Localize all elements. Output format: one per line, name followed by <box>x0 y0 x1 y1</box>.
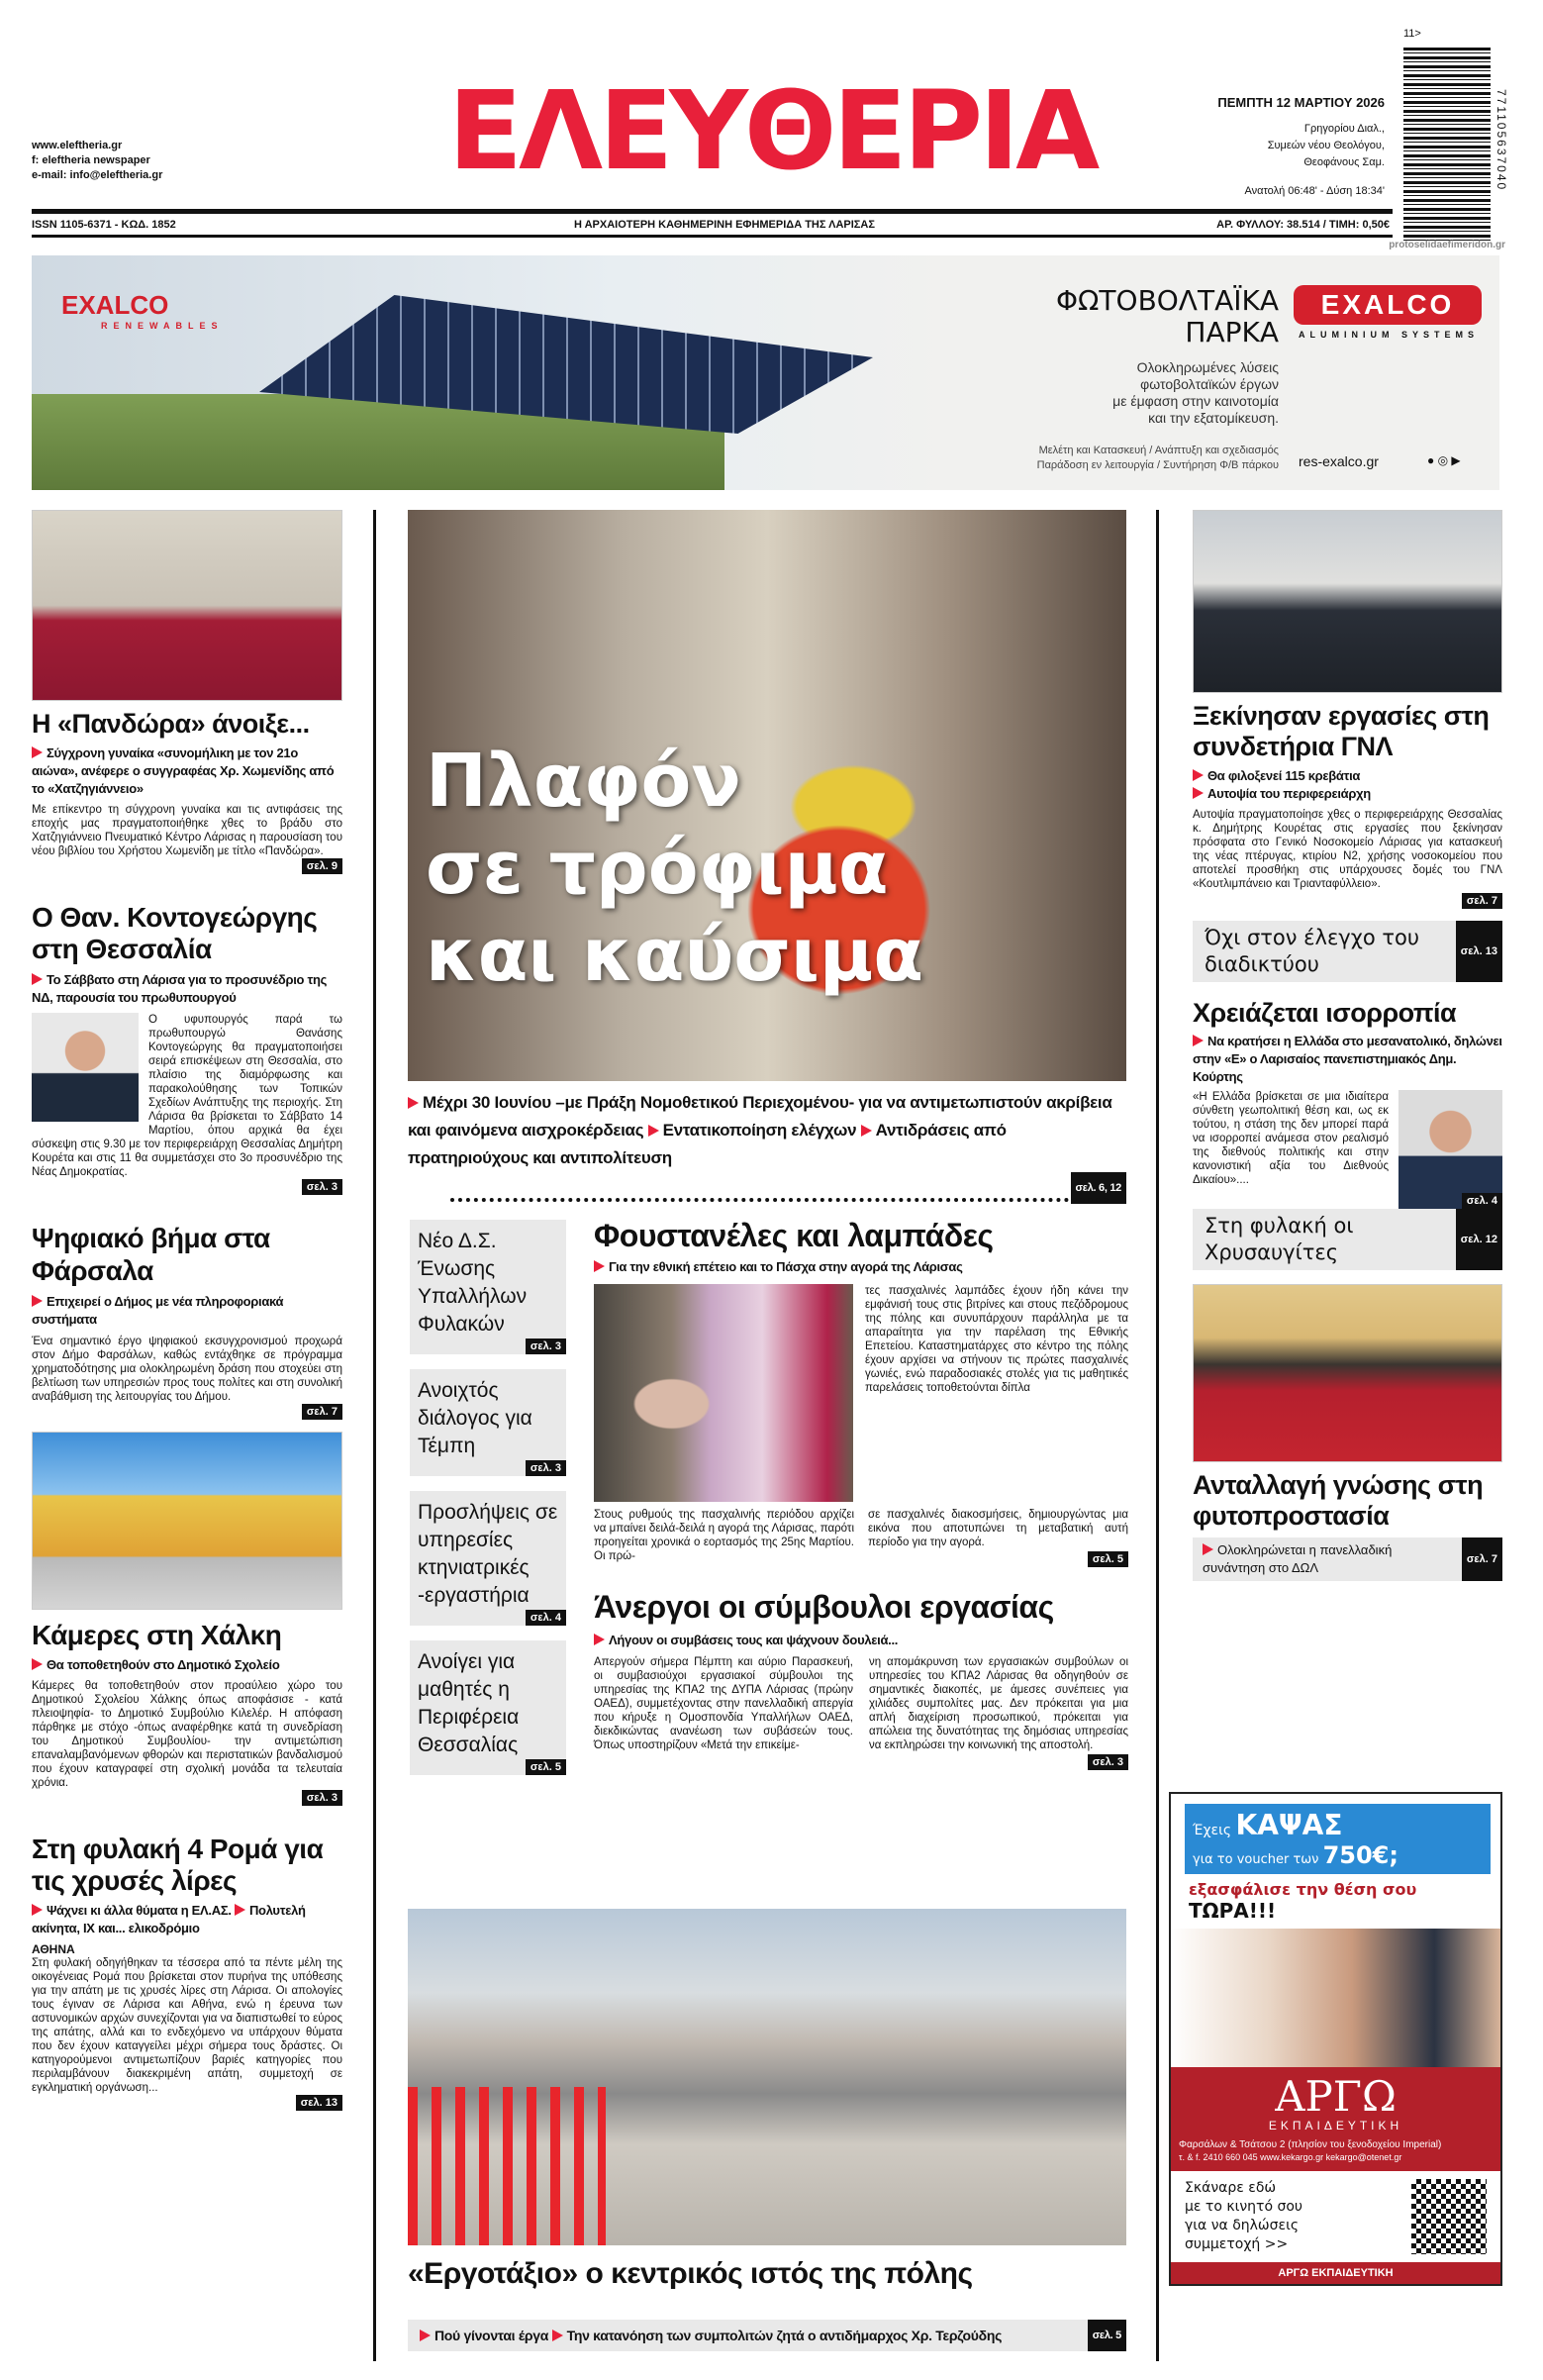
nameday-line: Γρηγορίου Διαλ., <box>1303 123 1385 135</box>
subheadline: Λήγουν οι συμβάσεις τους και ψάχνουν δουλειά... <box>594 1632 1128 1649</box>
bullet-triangle-icon <box>594 1260 605 1272</box>
subheadline: Το Σάββατο στη Λάρισα για το προσυνέδριο της ΝΔ, παρουσία του πρωθυπουργού <box>32 972 328 1006</box>
subheadline: Θα τοποθετηθούν στο Δημοτικό Σχολείο <box>32 1656 342 1674</box>
issue-number-price: ΑΡ. ΦΥΛΛΟΥ: 38.514 / ΤΙΜΗ: 0,50€ <box>1216 219 1390 231</box>
ad-banner: Έχεις ΚΑΨΑΣ για το voucher των 750€; <box>1185 1804 1491 1874</box>
bullet-triangle-icon <box>408 1097 419 1109</box>
bullet-triangle-icon <box>1193 1035 1204 1046</box>
exalco-logo: EXALCO <box>1294 285 1482 325</box>
right-column <box>1193 510 1502 1581</box>
hospital-visit-photo <box>1193 510 1502 693</box>
page-ref: σελ. 3 <box>526 1339 566 1354</box>
headline[interactable]: Ανταλλαγή γνώσης στη φυτοπροστασία <box>1193 1470 1484 1532</box>
bullet-triangle-icon <box>32 1295 43 1307</box>
brief-box[interactable]: Ανοιχτός διάλογος για Τέμπη σελ. 3 <box>410 1369 566 1476</box>
subheadline: Θα φιλοξενεί 115 κρεβάτια <box>1193 767 1502 785</box>
nameday-line: Συμεών νέου Θεολόγου, <box>1267 140 1385 151</box>
rule <box>32 209 1393 214</box>
kourtis-photo <box>1398 1090 1502 1209</box>
exalco-renewables-logo: EXALCO RENEWABLES <box>61 290 224 331</box>
dateline: ΑΘΗΝΑ <box>32 1942 75 1957</box>
pandora-event-photo <box>32 510 342 701</box>
subheadline: Για την εθνική επέτειο και το Πάσχα στην αγορά της Λάρισας <box>594 1258 1128 1276</box>
nameday-line: Θεοφάνους Σαμ. <box>1303 156 1385 168</box>
page-ref: σελ. 7 <box>302 1404 342 1420</box>
subheadline: Σύγχρονη γυναίκα «συνομήλικη με τον 21ο αιώνα», ανέφερε ο συγγραφέας Χρ. Χωμενίδης από το «Χατζηγιάννειο» <box>32 745 335 797</box>
bullet-triangle-icon <box>552 2330 563 2341</box>
ad-description: Ολοκληρωμένες λύσεις φωτοβολταϊκών έργων με έμφαση στην καινοτομία και την εξατομίκευση. <box>1112 359 1279 426</box>
bullet-triangle-icon <box>32 973 43 985</box>
center-articles <box>594 1218 1128 1770</box>
supermarket-photo <box>408 510 1126 1081</box>
headline[interactable]: Στη φυλακή 4 Ρομά για τις χρυσές λίρες <box>32 1833 324 1897</box>
column-divider <box>373 510 376 2361</box>
page-ref: σελ. 7 <box>1462 893 1502 909</box>
qr-code-icon[interactable] <box>1411 2179 1487 2254</box>
article-body: Κάμερες θα τοποθετηθούν στον προαύλειο χώρο του Δημοτικού Σχολείου Χάλκης όπως αποφάσισε - κατά πλειοψηφία- το Δημοτικό Συμβούλιο Κιλελέρ. Η απόφαση πάρθηκε με στόχο -όπως αναφέρθηκε κατά τη συνεδρίαση του Δημοτικού Συμβουλίου- την αντιμετώπιση επαναλαμβανόμενων φθορών και περιστατικών βανδαλισμού που έχουν καταγραφεί στη σχολική μονάδα τα τελευταία χρόνια. <box>32 1679 342 1789</box>
barcode-number: 771105637040 <box>1495 89 1508 192</box>
bullet-triangle-icon <box>32 746 43 758</box>
article-antallagi[interactable] <box>1193 1470 1502 1581</box>
subheadline: Ψάχνει κι άλλα θύματα η ΕΛ.ΑΣ. Πολυτελή ακίνητα, ΙΧ και... ελικοδρόμιο <box>32 1903 306 1936</box>
brief-box[interactable]: Ανοίγει για μαθητές η Περιφέρεια Θεσσαλίας σελ. 5 <box>410 1640 566 1775</box>
barcode-top: 11> <box>1403 28 1421 40</box>
kontogeorgis-photo <box>32 1013 139 1122</box>
argo-logo: ΑΡΓΩ <box>1275 2072 1397 2121</box>
issue-date: ΠΕΜΠΤΗ 12 ΜΑΡΤΙΟΥ 2026 <box>1217 95 1385 110</box>
sun-times: Ανατολή 06:48' - Δύση 18:34' <box>1244 185 1385 197</box>
article-body: Απεργούν σήμερα Πέμπτη και αύριο Παρασκευή, οι συμβασιούχοι εργασιακοί σύμβουλοι της υπηρεσίας της ΚΠΑ2 της ΔΥΠΑ Λάρισας (πρώην ΟΑΕΔ), συμμετέχοντας στην πανελλαδική απεργία που κήρυξε η Ομοσπονδία Υπαλλήλων ΟΑΕΔ, διεκδικώντας ανανέωση των συβάσεών τους. Όπως υποστηρίζουν «Μετά την επικείμε- <box>594 1655 853 1751</box>
article-chalki[interactable] <box>32 1619 342 1804</box>
page-ref: σελ. 4 <box>526 1610 566 1626</box>
headline[interactable]: Άνεργοι οι σύμβουλοι εργασίας <box>594 1588 1054 1625</box>
article-ergotaxio-headline[interactable]: «Εργοτάξιο» ο κεντρικός ιστός της πόλης <box>408 2257 973 2290</box>
ad-contact: τ. & f. 2410 660 045 www.kekargo.gr kekargo@otenet.gr <box>1179 2152 1402 2162</box>
website-link[interactable]: www.eleftheria.gr <box>32 140 123 151</box>
exalco-ad[interactable] <box>32 255 1499 490</box>
page-ref: σελ. 5 <box>1088 2320 1126 2351</box>
page-ref: σελ. 3 <box>1088 1754 1128 1770</box>
bullet-triangle-icon <box>32 1904 43 1916</box>
article-body: Αυτοψία πραγματοποίησε χθες ο περιφερειάρχης Θεσσαλίας κ. Δημήτρης Κουρέτας στις εργασίες που ξεκίνησαν πρόσφατα στο Γενικό Νοσοκομείο Λάρισας για κατασκευή της νέας πτέρυγας, κτιρίου Ν2, χρήσης νοσοκομείου που αποτελεί προσθήκη στις υπάρχουσες δομές του ΓΝΛ «Κουτλιμπάνειο και Τριανταφύλλειο». <box>1193 809 1502 891</box>
headline[interactable]: Η «Πανδώρα» άνοιξε... <box>32 709 310 739</box>
masthead-contacts <box>32 139 162 183</box>
page-ref: σελ. 13 <box>296 2095 342 2111</box>
ad-footer: ΑΡΓΩ ΕΚΠΑΙΔΕΥΤΙΚΗ <box>1171 2262 1500 2284</box>
argo-brand-block: ΑΡΓΩ ΕΚΠΑΙΔΕΥΤΙΚΗ Φαρσάλων & Τσάτσου 2 (πλησίον του ξενοδοχείου Imperial) τ. & f. 2410 660 045 www.kekargo.gr kekargo@otenet.gr <box>1171 2067 1500 2171</box>
headline[interactable]: Ξεκίνησαν εργασίες στη συνδετήρια ΓΝΛ <box>1193 701 1490 762</box>
article-kontogeorgis[interactable] <box>32 874 342 1194</box>
bullet-triangle-icon <box>594 1634 605 1645</box>
ad-address: Φαρσάλων & Τσάτσου 2 (πλησίον του ξενοδοχείου Imperial) <box>1179 2139 1442 2150</box>
scan-text: Σκάναρε εδώ με το κινητό σου για να δηλώσεις συμμετοχή >> <box>1185 2180 1303 2252</box>
headline[interactable]: Ψηφιακό βήμα στα Φάρσαλα <box>32 1223 270 1286</box>
left-column <box>32 510 342 2111</box>
ad-title: ΦΩΤΟΒΟΛΤΑΪΚΑ ΠΑΡΚΑ <box>1055 284 1279 348</box>
article-roma[interactable] <box>32 1806 342 2110</box>
page-ref: σελ. 9 <box>302 858 342 874</box>
bullet-triangle-icon <box>1193 769 1204 781</box>
subheadline: Επιχειρεί ο Δήμος με νέα πληροφοριακά συστήματα <box>32 1293 284 1327</box>
headline[interactable]: Φουστανέλες και λαμπάδες <box>594 1218 994 1253</box>
article-foustaneles[interactable] <box>594 1218 1128 1567</box>
subheadline: Αυτοψία του περιφερειάρχη <box>1193 785 1502 803</box>
roadworks-photo <box>408 1909 1126 2245</box>
article-body: Στη φυλακή οδηγήθηκαν τα τέσσερα από τα πέντε μέλη της οικογένειας Ρομά που βρίσκεται στον πυρήνα της υπόθεσης για την απάτη με τις χρυσές λίρες στη Λάρισα. Οι απολογίες τους έγιναν σε Λάρισα και Αθήνα, ενώ η έρευνα των αστυνομικών αρχών συνεχίζονται για να διαπιστωθεί το εύρος της απάτης, αλλά και το ενδεχόμενο να υπάρχουν θύματα που δεν έχουν καταγγείλει μέχρι σήμερα τους δράστες. Οι κατηγορούμενοι αντιμετωπίζουν βαριές κατηγορίες που περιλαμβάνουν διακεκριμένη απάτη, συμμετοχή σε εγκληματική οργάνωση... <box>32 1957 342 2095</box>
source-watermark: protoselidaefimeridon.gr <box>1389 240 1505 250</box>
article-body: τες πασχαλινές λαμπάδες έχουν ήδη κάνει την εμφάνισή τους στις βιτρίνες και στους πεζόδρομους της πόλης και συνυπάρχουν παράλληλα με τα απαραίτητα για την παρέλαση της Εθνικής Επετείου. Καταστηματάρχες στο κέντρο της πόλης έχουν αρχίσει να στήνουν τις πρώτες πασχαλινές γωνιές, ενώ παραδοσιακές στολές για τις μαθητικές παρελάσεις τοποθετούνται δίπλα <box>865 1284 1128 1394</box>
ad-services: Μελέτη και Κατασκευή / Ανάπτυξη και σχεδιασμός Παράδοση εν λειτουργία / Συντήρηση Φ/Β πάρκου <box>1036 445 1279 471</box>
brief-box[interactable]: Στη φυλακή οι Χρυσαυγίτες σελ. 12 <box>1193 1209 1502 1270</box>
lead-subheadlines: Μέχρι 30 Ιουνίου –με Πράξη Νομοθετικού Περιεχομένου- για να αντιμετωπιστούν ακρίβεια και φαινόμενα αισχροκέρδειας Εντατικοποίηση ελέγχων Αντιδράσεις από πρατηριούχους και αντιπολίτευση σελ. 6, 12 <box>408 1089 1126 1204</box>
article-body: Ένα σημαντικό έργο ψηφιακού εκσυγχρονισμού προχωρά στον Δήμο Φαρσάλων, καθώς εντάχθηκε σε πρόγραμμα χρηματοδότησης μια ολοκληρωμένη δράση που στοχεύει στη βελτίωση των υπηρεσιών προς τους πολίτες και στη συνολική αναβάθμιση της λειτουργίας του Δήμου. <box>32 1335 342 1403</box>
school-photo <box>32 1432 342 1610</box>
bullet-triangle-icon <box>420 2330 431 2341</box>
ad-url[interactable]: res-exalco.gr <box>1299 453 1379 469</box>
article-gnl[interactable] <box>1193 701 1502 909</box>
page-ref: σελ. 6, 12 <box>1071 1172 1126 1204</box>
headline[interactable]: Χρειάζεται ισορροπία <box>1193 998 1457 1029</box>
article-farsala[interactable] <box>32 1195 342 1418</box>
easter-shop-photo <box>594 1284 853 1502</box>
argo-ad[interactable] <box>1169 1792 1502 2286</box>
page-ref: σελ. 13 <box>1456 921 1502 982</box>
ergotaxio-subheadlines: Πού γίνονται έργα Την κατανόηση των συμπολιτών ζητά ο αντιδήμαρχος Χρ. Τερζούδης σελ. 5 <box>408 2320 1126 2351</box>
facebook-link[interactable]: f: eleftheria newspaper <box>32 154 150 166</box>
article-body: Στους ρυθμούς της πασχαλινής περιόδου αρχίζει να μπαίνει δειλά-δειλά η αγορά της Λάρισας, παρότι προηγείται χρονικά ο εορτασμός της 25ης Μαρτίου. Οι πρώ- <box>594 1508 854 1562</box>
article-body: νη απομάκρυνση των εργασιακών συμβούλων οι υπηρεσίες του ΚΠΑ2 Λάρισας θα οδηγηθούν σε σημαντικές διακοπές, με άμεσες συνέπειες για χιλιάδες συμπολίτες μας. Δεν πρόκειται για μια απλή διαχείριση προσωπικού, πρόκειται για απώλεια της δυνατότητας της δημόσιας υπηρεσίας να εκπληρώσει την κοινωνική της αποστολή. <box>869 1655 1128 1751</box>
page-ref: σελ. 3 <box>302 1179 342 1195</box>
headline[interactable]: Ο Θαν. Κοντογεώργης στη Θεσσαλία <box>32 902 318 965</box>
article-isorropia[interactable] <box>1193 998 1502 1208</box>
bullet-triangle-icon <box>32 1658 43 1670</box>
rule <box>32 235 1393 238</box>
article-body: «Η Ελλάδα βρίσκεται σε μια ιδιαίτερα σύνθετη γεωπολιτική θέση και, ως εκ τούτου, η στάση της δεν μπορεί παρά να ισορροπεί ανάμεσα στον ρεαλισμό της διεθνούς πολιτικής και στην κανονιστική αξία του Διεθνούς Δικαίου».... <box>1193 1091 1389 1187</box>
subheadline: Να κρατήσει η Ελλάδα στο μεσανατολικό, δηλώνει στην «Ε» ο Λαρισαίος πανεπιστημιακός Δημ. Κούρτης <box>1193 1034 1502 1085</box>
article-body: σε πασχαλινές διακοσμήσεις, δημιουργώντας μια εικόνα που αποτυπώνει τη μεταβατική αυτή περίοδο για την αγορά. <box>868 1508 1128 1548</box>
bullet-triangle-icon <box>861 1125 872 1137</box>
auditorium-photo <box>1193 1284 1502 1462</box>
page-ref: σελ. 4 <box>1462 1193 1502 1209</box>
lead-headline[interactable]: Πλαφόν σε τρόφιμα και καύσιμα <box>426 739 924 998</box>
bullet-triangle-icon <box>648 1125 659 1137</box>
people-photo <box>1171 1929 1500 2067</box>
article-anergoi[interactable] <box>594 1589 1128 1770</box>
subheadline: Ολοκληρώνεται η πανελλαδική συνάντηση στο ΔΩΛ σελ. 7 <box>1193 1537 1502 1581</box>
page-ref: σελ. 5 <box>526 1759 566 1775</box>
brief-box[interactable]: Νέο Δ.Σ. Ένωσης Υπαλλήλων Φυλακών σελ. 3 <box>410 1220 566 1354</box>
column-divider <box>1156 510 1159 2361</box>
page-ref: σελ. 3 <box>302 1790 342 1806</box>
divider <box>450 1198 1109 1202</box>
page-ref: σελ. 5 <box>1088 1551 1128 1567</box>
bullet-triangle-icon <box>1203 1543 1213 1555</box>
page-ref: σελ. 3 <box>526 1460 566 1476</box>
article-pandora[interactable] <box>32 709 342 873</box>
barcode <box>1403 48 1491 243</box>
page-ref: σελ. 7 <box>1462 1537 1502 1581</box>
newspaper-logo: ΕΛΕΥΘΕΡΙΑ <box>447 67 1097 194</box>
bullet-triangle-icon <box>1193 787 1204 799</box>
exalco-logo-sub: ALUMINIUM SYSTEMS <box>1299 330 1480 340</box>
brief-box[interactable]: Όχι στον έλεγχο του διαδικτύου σελ. 13 <box>1193 921 1502 982</box>
ad-cta: εξασφάλισε την θέση σου ΤΩΡΑ!!! <box>1189 1880 1417 1923</box>
barrier-image <box>408 2087 606 2245</box>
masthead-info <box>1217 94 1385 200</box>
brief-box[interactable]: Προσλήψεις σε υπηρεσίες κτηνιατρικές -εργαστήρια σελ. 4 <box>410 1491 566 1626</box>
bullet-triangle-icon <box>235 1904 245 1916</box>
article-body: Ο υφυπουργός παρά τω πρωθυπουργώ Θανάσης Κοντογεώργης θα πραγματοποιήσει σειρά επισκέψεων στη Θεσσαλία, στο πλαίσιο της διαμόρφωσης και παρακολούθησης των Τοπικών Σχεδίων Ανάπτυξης της περιοχής. Στη Λάρισα θα βρίσκεται το Σάββατο 14 Μαρτίου, όπου αρχικά θα έχει σύσκεψη στις 9.30 με τον περιφερειάρχη Θεσσαλίας Δημήτρη Κουρέτα και στις 11 θα συμμετάσχει στο 3ο προσυνέδριο της Νέας Δημοκρατίας. <box>32 1014 342 1179</box>
article-body: Με επίκεντρο τη σύγχρονη γυναίκα και τις αντιφάσεις της εποχής μας πραγματοποιήθηκε χθες το βράδυ στο Χατζηγιάννειο Πνευματικό Κέντρο Λάρισας η παρουσίαση του νέου βιβλίου του Χρήστου Χωμενίδη με τίτλο «Πανδώρα». <box>32 804 342 858</box>
tagline: Η ΑΡΧΑΙΟΤΕΡΗ ΚΑΘΗΜΕΡΙΝΗ ΕΦΗΜΕΡΙΔΑ ΤΗΣ ΛΑΡΙΣΑΣ <box>574 219 875 231</box>
page-ref: σελ. 12 <box>1456 1209 1502 1270</box>
social-icons: ● ◎ ▶ <box>1427 453 1461 467</box>
email-link[interactable]: e-mail: info@eleftheria.gr <box>32 169 163 181</box>
issn: ISSN 1105-6371 - ΚΩΔ. 1852 <box>32 219 176 231</box>
headline[interactable]: Κάμερες στη Χάλκη <box>32 1619 282 1650</box>
brief-boxes <box>410 1220 566 1775</box>
